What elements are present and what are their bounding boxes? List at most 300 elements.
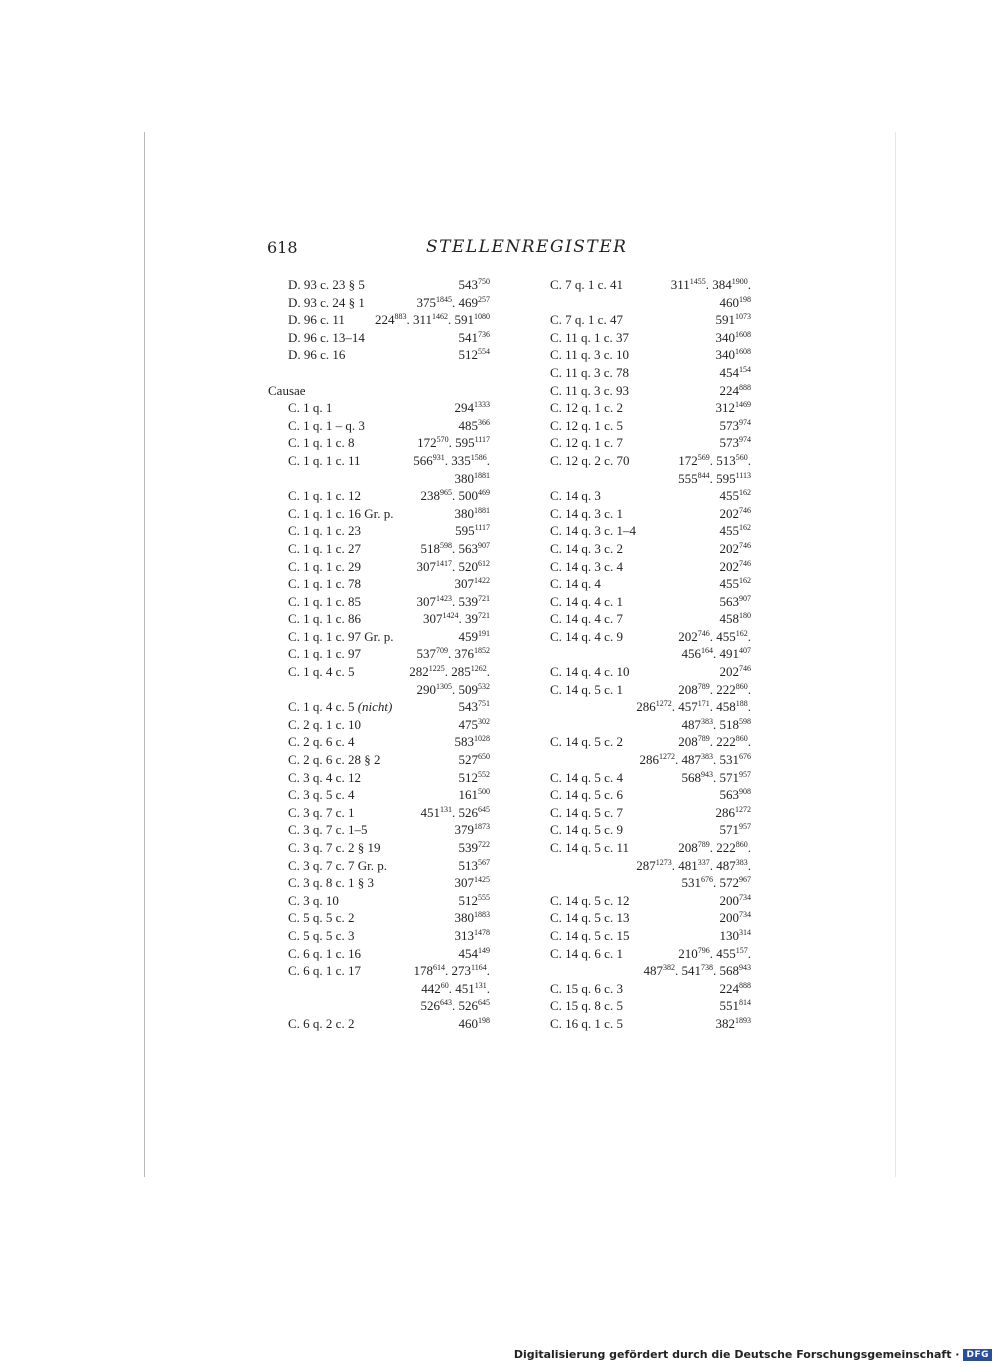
footnote-number: 746 — [739, 558, 751, 568]
index-entry — [268, 645, 496, 663]
entry-references: $172^{570}$. $595^{1117}$ — [417, 435, 490, 451]
index-entry — [268, 294, 496, 312]
page-reference: 531 — [719, 752, 739, 768]
entry-references: $178^{614}$. $273^{1164}$. — [413, 963, 490, 979]
page-reference: 224 — [719, 980, 739, 996]
page-reference: 455 — [716, 945, 736, 961]
entry-references — [455, 470, 491, 488]
footnote-number: 676 — [701, 875, 713, 885]
entry-references — [720, 927, 752, 945]
footnote-number: 1117 — [474, 435, 490, 445]
entry-label: C. 1 q. 4 c. 5 — [288, 664, 355, 680]
page-reference: 282 — [409, 664, 429, 680]
page-reference: 307 — [423, 611, 443, 627]
footnote-number: 614 — [433, 963, 446, 973]
entry-references: $487^{383}$. $518^{598}$ — [681, 716, 751, 732]
entry-label: C. 2 q. 6 c. 28 § 2 — [288, 752, 381, 768]
entry-references — [455, 821, 491, 839]
page-reference: 376 — [454, 646, 474, 662]
page-reference: 208 — [678, 681, 698, 697]
footnote-number: 957 — [739, 822, 751, 832]
page-reference: 307 — [454, 875, 474, 891]
page-reference: 583 — [454, 734, 474, 750]
footnote-number: 154 — [739, 364, 751, 374]
index-entry — [268, 610, 496, 628]
footnote-number: 957 — [739, 769, 751, 779]
index-entry — [550, 681, 755, 699]
footnote-number: 1113 — [735, 470, 751, 480]
index-entry — [550, 698, 755, 716]
entry-references — [720, 997, 752, 1015]
entry-references — [716, 399, 752, 417]
footnote-number: 814 — [739, 998, 751, 1008]
page-reference: 384 — [712, 277, 732, 292]
index-entry — [268, 945, 496, 963]
entry-label: C. 14 q. 3 — [550, 488, 601, 504]
footnote-number: 569 — [697, 452, 710, 462]
page-reference: 307 — [454, 576, 474, 592]
entry-references — [455, 505, 491, 523]
entry-label: C. 1 q. 1 c. 86 — [288, 611, 361, 627]
index-entry — [268, 399, 496, 417]
page-reference: 294 — [454, 400, 474, 416]
footnote-number: 60 — [440, 980, 449, 990]
index-entry — [268, 751, 496, 769]
entry-references — [459, 751, 491, 769]
entry-label: C. 14 q. 4 c. 9 — [550, 628, 623, 644]
footnote-number: 1272 — [659, 752, 675, 762]
page-reference: 537 — [416, 646, 436, 662]
entry-references — [720, 593, 752, 611]
footnote-number: 149 — [478, 945, 490, 955]
entry-label: C. 14 q. 5 c. 4 — [550, 769, 623, 785]
entry-label: C. 2 q. 1 c. 10 — [288, 716, 361, 732]
footnote-number: 188 — [735, 699, 748, 709]
footnote-number: 554 — [478, 347, 490, 357]
index-entry — [550, 839, 755, 857]
page-reference: 202 — [719, 558, 739, 574]
entry-label: C. 3 q. 7 c. 1–5 — [288, 822, 368, 838]
footnote-number: 1425 — [474, 875, 490, 885]
entry-references: $208^{789}$. $222^{860}$. — [678, 681, 751, 697]
footnote-number: 1881 — [474, 470, 490, 480]
entry-references — [720, 364, 752, 382]
index-entry — [268, 558, 496, 576]
index-entry — [550, 487, 755, 505]
page-reference: 527 — [458, 752, 478, 768]
footnote-number: 560 — [735, 452, 748, 462]
page-reference: 487 — [643, 963, 663, 979]
page-reference: 273 — [451, 963, 472, 979]
index-entry — [550, 733, 755, 751]
entry-label: C. 1 q. 1 – q. 3 — [288, 417, 365, 433]
entry-label: C. 14 q. 3 c. 1 — [550, 505, 623, 521]
footnote-number: 676 — [739, 752, 751, 762]
footnote-number: 314 — [739, 927, 751, 937]
page-reference: 487 — [716, 857, 736, 873]
footnote-number: 1305 — [436, 681, 452, 691]
page-reference: 238 — [420, 488, 440, 504]
footnote-number: 131 — [474, 980, 487, 990]
index-entry — [268, 346, 496, 364]
entry-references: $531^{676}$. $572^{967}$ — [681, 875, 751, 891]
footnote-number: 789 — [697, 734, 710, 744]
index-entry — [550, 927, 755, 945]
entry-label: C. 14 q. 5 c. 9 — [550, 822, 623, 838]
page-reference: 539 — [458, 593, 478, 609]
entry-references: $172^{569}$. $513^{560}$. — [678, 452, 751, 468]
entry-label: C. 3 q. 7 c. 2 § 19 — [288, 840, 381, 855]
entry-references: $238^{965}$. $500^{469}$ — [420, 488, 490, 504]
entry-references — [720, 522, 752, 540]
entry-references — [720, 575, 752, 593]
index-entry — [550, 1015, 755, 1033]
index-entry — [268, 628, 496, 646]
footnote-number: 1900 — [731, 277, 748, 286]
footnote-number: 257 — [478, 294, 490, 304]
page-reference: 491 — [719, 646, 739, 662]
footnote-number: 180 — [739, 611, 751, 621]
entry-label: C. 7 q. 1 c. 41 — [550, 277, 623, 292]
footnote-number: 943 — [739, 963, 751, 973]
entry-label: C. 14 q. 4 c. 10 — [550, 664, 630, 680]
entry-references: $311^{1455}$. $384^{1900}$. — [670, 277, 751, 292]
footnote-number: 943 — [701, 769, 713, 779]
index-entry — [550, 294, 755, 312]
entry-references — [716, 1015, 752, 1033]
entry-references — [459, 857, 491, 875]
entry-label: C. 12 q. 1 c. 2 — [550, 400, 623, 416]
page-reference: 455 — [719, 488, 739, 504]
footnote-number: 746 — [739, 664, 751, 674]
page-reference: 539 — [458, 840, 478, 855]
entry-references — [720, 487, 752, 505]
page-reference: 458 — [716, 699, 736, 715]
page-reference: 457 — [678, 699, 698, 715]
page-reference: 459 — [458, 628, 478, 644]
index-entry — [550, 399, 755, 417]
page-reference: 518 — [420, 540, 440, 556]
entry-label: C. 1 q. 1 c. 97 Gr. p. — [288, 628, 394, 644]
page-reference: 512 — [458, 347, 478, 363]
entry-references: $282^{1225}$. $285^{1262}$. — [409, 664, 490, 680]
entry-references — [459, 839, 491, 857]
index-entry — [550, 645, 755, 663]
footnote-number: 1455 — [689, 277, 706, 286]
footnote-number: 1080 — [474, 312, 490, 322]
entry-references: $375^{1845}$. $469^{257}$ — [416, 294, 490, 310]
page-reference: 382 — [715, 1015, 735, 1031]
index-entry — [268, 434, 496, 452]
footnote-number: 746 — [739, 540, 751, 550]
index-entry — [550, 540, 755, 558]
page-reference: 208 — [678, 840, 698, 855]
footnote-number: 382 — [663, 963, 675, 973]
index-entry — [550, 417, 755, 435]
footnote-number: 965 — [440, 488, 452, 498]
footnote-number: 931 — [432, 452, 445, 462]
page-reference: 512 — [458, 769, 478, 785]
index-entry — [550, 452, 755, 470]
page-reference: 200 — [719, 910, 739, 926]
page-reference: 311 — [412, 312, 432, 328]
page-reference: 454 — [719, 364, 739, 380]
entry-label: C. 1 q. 1 c. 12 — [288, 488, 361, 504]
footnote-number: 500 — [478, 787, 490, 797]
page-reference: 573 — [719, 417, 739, 433]
entry-references — [720, 786, 752, 804]
entry-label: D. 93 c. 23 § 5 — [288, 277, 365, 292]
page-reference: 312 — [715, 400, 735, 416]
entry-label: C. 1 q. 4 c. 5 (nicht) — [288, 699, 393, 715]
index-entry — [268, 927, 496, 945]
entry-label: C. 14 q. 5 c. 15 — [550, 927, 630, 943]
index-entry — [268, 329, 496, 347]
footnote-number: 722 — [478, 840, 490, 849]
entry-label: C. 1 q. 1 c. 97 — [288, 646, 361, 662]
index-entry — [268, 663, 496, 681]
footnote-number: 1424 — [442, 611, 459, 621]
entry-gap — [268, 364, 496, 382]
page-reference: 208 — [678, 734, 698, 750]
index-entry — [268, 857, 496, 875]
entry-references — [455, 927, 491, 945]
index-entry — [268, 276, 496, 294]
entry-label: C. 3 q. 4 c. 12 — [288, 769, 361, 785]
page-number: 618 — [267, 238, 298, 257]
page-reference: 380 — [454, 910, 474, 926]
page-reference: 222 — [716, 840, 736, 855]
footnote-number: 645 — [478, 804, 490, 814]
page-reference: 222 — [716, 734, 736, 750]
entry-label: C. 1 q. 1 c. 29 — [288, 558, 361, 574]
footnote-number: 162 — [739, 488, 751, 498]
index-entry — [268, 311, 496, 329]
entry-references: $210^{796}$. $455^{157}$. — [678, 945, 751, 961]
index-entry — [268, 575, 496, 593]
footnote-number: 164 — [701, 646, 713, 656]
page-reference: 39 — [465, 611, 478, 627]
footnote-number: 746 — [739, 505, 751, 515]
entry-references — [459, 892, 491, 910]
entry-label: Causae — [268, 382, 306, 398]
entry-label: C. 5 q. 5 c. 2 — [288, 910, 355, 926]
index-entry — [268, 593, 496, 611]
index-entry — [268, 522, 496, 540]
entry-references — [720, 909, 752, 927]
index-entry — [268, 505, 496, 523]
entry-label: C. 14 q. 4 c. 1 — [550, 593, 623, 609]
entry-label: D. 96 c. 13–14 — [288, 329, 365, 345]
entry-references — [720, 821, 752, 839]
entry-label: C. 14 q. 3 c. 4 — [550, 558, 623, 574]
page-reference: 487 — [681, 752, 701, 768]
entry-label: C. 14 q. 6 c. 1 — [550, 945, 623, 961]
entry-references — [459, 786, 491, 804]
entry-label: C. 1 q. 1 c. 11 — [288, 452, 361, 468]
entry-references: $518^{598}$. $563^{907}$ — [420, 540, 490, 556]
entry-label: C. 14 q. 5 c. 12 — [550, 892, 630, 908]
entry-references — [455, 399, 491, 417]
entry-label: C. 1 q. 1 c. 78 — [288, 576, 361, 592]
footnote-number: 552 — [478, 769, 490, 779]
footnote-number: 709 — [436, 646, 448, 656]
page-reference: 591 — [715, 312, 735, 328]
footnote-number: 1164 — [471, 963, 487, 973]
index-entry — [550, 997, 755, 1015]
entry-label: C. 6 q. 1 c. 16 — [288, 945, 361, 961]
page-reference: 286 — [639, 752, 659, 768]
page-reference: 500 — [458, 488, 478, 504]
page-reference: 224 — [719, 382, 739, 398]
index-entry — [550, 276, 755, 294]
index-entry — [268, 821, 496, 839]
index-entry — [550, 329, 755, 347]
page-reference: 595 — [716, 470, 736, 486]
entry-label: C. 3 q. 7 c. 7 Gr. p. — [288, 857, 387, 873]
footnote-number: 1073 — [735, 312, 751, 322]
entry-label: C. 14 q. 5 c. 6 — [550, 787, 623, 803]
index-entry — [268, 786, 496, 804]
index-entry — [550, 962, 755, 980]
entry-references: $202^{746}$. $455^{162}$. — [678, 628, 751, 644]
footnote-number: 1333 — [474, 400, 490, 410]
footnote-number: 555 — [478, 892, 490, 902]
footnote-number: 1608 — [735, 329, 751, 339]
page-reference: 512 — [458, 892, 478, 908]
entry-references — [720, 892, 752, 910]
index-entry — [550, 346, 755, 364]
entry-label: C. 1 q. 1 c. 27 — [288, 540, 361, 556]
footnote-number: 302 — [478, 716, 490, 726]
entry-references — [720, 417, 752, 435]
entry-references — [720, 434, 752, 452]
page-reference: 286 — [715, 804, 735, 820]
page-reference: 595 — [455, 435, 475, 451]
index-entry — [268, 980, 496, 998]
page-reference: 513 — [458, 857, 478, 873]
entry-references — [459, 1015, 491, 1033]
footnote-number: 796 — [697, 945, 710, 955]
entry-label: C. 5 q. 5 c. 3 — [288, 927, 355, 943]
index-entry — [268, 839, 496, 857]
entry-label: C. 14 q. 5 c. 7 — [550, 804, 623, 820]
entry-references: $456^{164}$. $491^{407}$ — [681, 646, 751, 662]
footnote-number: 734 — [739, 910, 751, 920]
page-reference: 573 — [719, 435, 739, 451]
page-reference: 566 — [413, 452, 433, 468]
entry-references: $208^{789}$. $222^{860}$. — [678, 734, 751, 750]
footnote-number: 1462 — [432, 312, 448, 322]
footnote-number: 888 — [739, 382, 751, 392]
page-reference: 460 — [719, 294, 739, 310]
footnote-number: 844 — [697, 470, 710, 480]
footnote-number: 645 — [478, 998, 490, 1008]
entry-label: C. 14 q. 3 c. 2 — [550, 540, 623, 556]
index-entry — [550, 628, 755, 646]
index-entry — [550, 804, 755, 822]
page-reference: 568 — [681, 769, 701, 785]
index-entry — [268, 909, 496, 927]
entry-references: $568^{943}$. $571^{957}$ — [681, 769, 751, 785]
index-entry — [550, 610, 755, 628]
footnote-number: 1225 — [428, 664, 445, 674]
page-reference: 455 — [719, 576, 739, 592]
entry-label: C. 7 q. 1 c. 47 — [550, 312, 623, 328]
footnote-number: 1028 — [474, 734, 490, 744]
entry-references — [459, 276, 491, 294]
index-entry — [268, 487, 496, 505]
entry-label: C. 15 q. 6 c. 3 — [550, 980, 623, 996]
entry-label: C. 3 q. 8 c. 1 § 3 — [288, 875, 374, 891]
footnote-number: 532 — [478, 681, 490, 691]
page-reference: 340 — [715, 329, 735, 345]
index-entry — [550, 311, 755, 329]
footnote-number: 883 — [394, 312, 407, 322]
footnote-number: 198 — [739, 294, 751, 304]
footnote-number: 1852 — [474, 646, 490, 656]
footnote-number: 907 — [739, 593, 751, 603]
footnote-number: 162 — [735, 628, 748, 638]
footnote-number: 967 — [739, 875, 751, 885]
page-reference: 202 — [719, 505, 739, 521]
entry-references: $208^{789}$. $222^{860}$. — [678, 840, 751, 855]
page-reference: 543 — [458, 277, 478, 292]
index-entry — [550, 892, 755, 910]
running-title: STELLENREGISTER — [426, 237, 628, 257]
page-reference: 307 — [416, 593, 436, 609]
entry-references — [459, 769, 491, 787]
footnote-number: 860 — [735, 840, 748, 849]
page-reference: 287 — [636, 857, 656, 873]
entry-label: C. 11 q. 3 c. 78 — [550, 364, 629, 380]
entry-references — [720, 382, 752, 400]
entry-label: C. 1 q. 1 c. 16 Gr. p. — [288, 505, 394, 521]
footnote-number: 1478 — [474, 927, 490, 937]
footer-text: Digitalisierung gefördert durch die Deutsche Forschungsgemeinschaft · — [513, 1348, 960, 1361]
index-entry — [268, 716, 496, 734]
page-reference: 286 — [636, 699, 656, 715]
entry-references — [720, 980, 752, 998]
entry-label: C. 6 q. 2 c. 2 — [288, 1015, 355, 1031]
page-reference: 178 — [413, 963, 434, 979]
page-reference: 572 — [719, 875, 739, 891]
index-entry — [550, 716, 755, 734]
entry-references — [455, 874, 491, 892]
page-reference: 460 — [458, 1015, 478, 1031]
footnote-number: 643 — [440, 998, 452, 1008]
page-reference: 475 — [458, 716, 478, 732]
entry-references: $537^{709}$. $376^{1852}$ — [416, 646, 490, 662]
index-entry — [268, 874, 496, 892]
entry-label: C. 14 q. 4 — [550, 576, 601, 592]
page-reference: 380 — [454, 505, 474, 521]
entry-references — [720, 663, 752, 681]
footnote-number: 974 — [739, 417, 751, 427]
page-reference: 379 — [454, 822, 474, 838]
entry-label: D. 93 c. 24 § 1 — [288, 294, 365, 310]
entry-label: C. 3 q. 5 c. 4 — [288, 787, 355, 803]
index-entry — [268, 681, 496, 699]
page-reference: 451 — [455, 980, 475, 996]
entry-label: C. 3 q. 10 — [288, 892, 339, 908]
footnote-number: 366 — [478, 417, 490, 427]
index-entry — [268, 733, 496, 751]
entry-label: C. 1 q. 1 c. 8 — [288, 435, 355, 451]
entry-label: C. 6 q. 1 c. 17 — [288, 963, 361, 979]
entry-label: C. 11 q. 1 c. 37 — [550, 329, 629, 345]
footnote-number: 1883 — [474, 910, 490, 920]
